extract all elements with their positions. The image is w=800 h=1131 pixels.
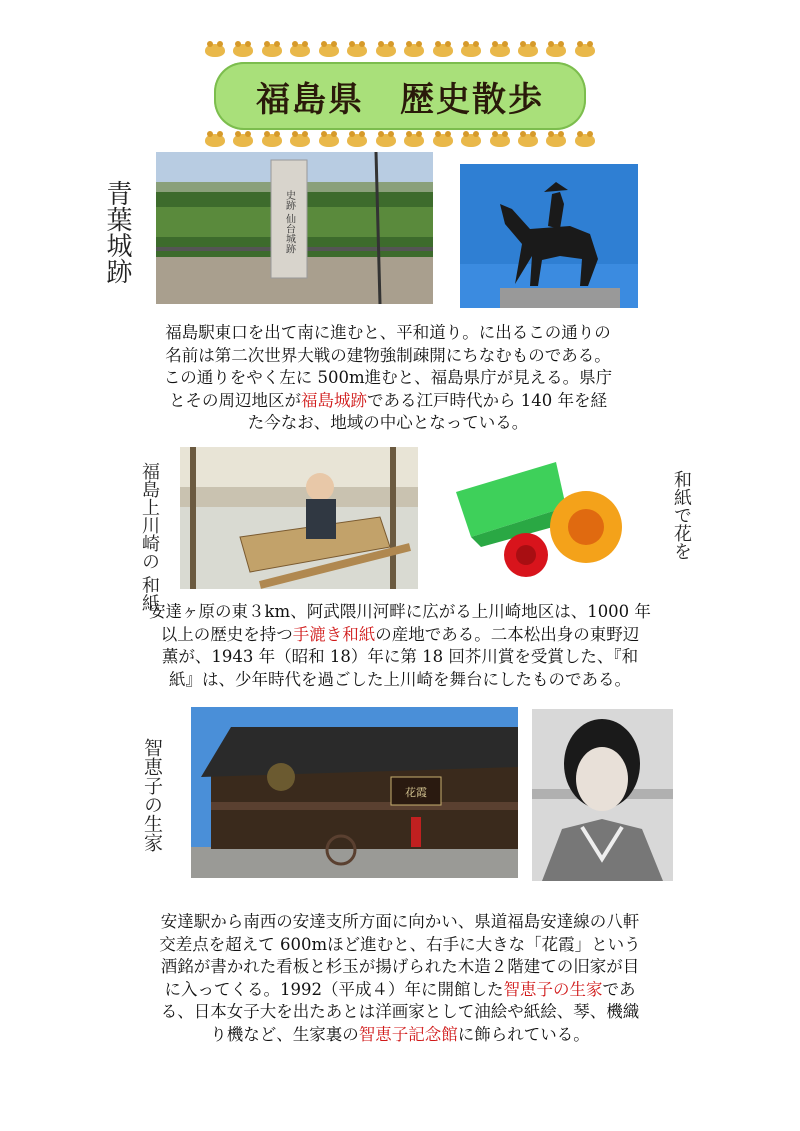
paper-flowers-photo [446,452,642,587]
castle-sign-text: 史跡 仙台城跡 [283,190,295,254]
para-line: この通りをやく左に 500m進むと、福島県庁が見える。県庁 [163,368,613,387]
paw-border-top [205,44,595,58]
para-line: 紙』は、少年時代を過ごした上川崎を舞台にしたものである。 [169,669,631,689]
para-line: り機など、生家裏の智恵子記念館に飾られている。 [210,1024,590,1044]
paw-icon [404,134,424,147]
para-line: 名前は第二次世界大戦の建物強制疎開にちなむものである。 [165,345,611,365]
paw-icon [262,134,282,147]
para-line: 薫が、1943 年（昭和 18）年に第 18 回芥川賞を受賞した、『和 [161,647,639,666]
paw-icon [347,44,367,57]
paw-icon [205,44,225,57]
paw-icon [319,44,339,57]
heading-line: 和紙 [139,575,160,612]
para-line: 福島駅東口を出て南に進むと、平和道り。に出るこの通りの [165,323,611,342]
paw-icon [290,134,310,147]
paw-icon [347,134,367,147]
title-banner [214,62,586,130]
highlight-chieko-birthplace: 智恵子の生家 [503,979,603,999]
heading-line: 福島上川崎の [139,462,160,570]
paw-icon [546,44,566,57]
section-heading-washi [140,462,158,612]
paw-icon [575,44,595,57]
paw-icon [518,134,538,147]
paw-icon [262,44,282,57]
paw-icon [461,44,481,57]
washi-making-photo [180,447,418,589]
para-line: 交差点を超えて 600mほど進むと、右手に大きな「花霞」という [159,934,641,954]
chieko-birthplace-photo [191,707,518,878]
paw-icon [233,134,253,147]
paw-icon [233,44,253,57]
paw-border-bottom [205,134,595,148]
paw-icon [433,134,453,147]
section1-paragraph [108,322,668,435]
shop-sign-text: 花霞 [405,786,427,799]
section-heading-chieko: 智恵子の生家 [141,738,163,852]
chieko-portrait-photo [532,709,673,881]
paw-icon [575,134,595,147]
paw-icon [518,44,538,57]
para-line: 酒銘が書かれた看板と杉玉が揚げられた木造２階建ての旧家が目 [160,957,640,976]
castle-ruins-photo [156,152,433,304]
para-line: 安達駅から南西の安達支所方面に向かい、県道福島安達線の八軒 [160,912,640,931]
section2-paragraph [100,601,700,691]
paw-icon [376,134,396,147]
section-heading-flowers: 和紙で花を [671,470,692,560]
paw-icon [490,44,510,57]
page-title: 福島県 歴史散歩 [256,79,544,120]
para-line: に入ってくる。1992（平成４）年に開館した智恵子の生家であ [164,979,636,999]
para-line: る、日本女子大を出たあとは洋画家として油絵や紙絵、琴、機織 [160,1002,640,1021]
statue-photo [460,164,638,308]
paw-icon [433,44,453,57]
paw-icon [461,134,481,147]
paw-icon [376,44,396,57]
highlight-fukushima-castle: 福島城跡 [301,390,367,410]
paw-icon [546,134,566,147]
section-heading-aoba: 青葉城跡 [102,180,132,284]
section3-paragraph [100,911,700,1046]
paw-icon [319,134,339,147]
para-line: とその周辺地区が福島城跡である江戸時代から 140 年を経 [169,390,607,410]
highlight-tesuki-washi: 手漉き和紙 [292,624,376,644]
para-line: 以上の歴史を持つ手漉き和紙の産地である。二本松出身の東野辺 [160,624,640,644]
para-line: た今なお、地域の中心となっている。 [247,413,529,432]
paw-icon [404,44,424,57]
paw-icon [490,134,510,147]
paw-icon [205,134,225,147]
paw-icon [290,44,310,57]
para-line: 安達ヶ原の東３km、阿武隈川河畔に広がる上川崎地区は、1000 年 [149,602,651,621]
highlight-chieko-museum: 智恵子記念館 [358,1024,458,1044]
